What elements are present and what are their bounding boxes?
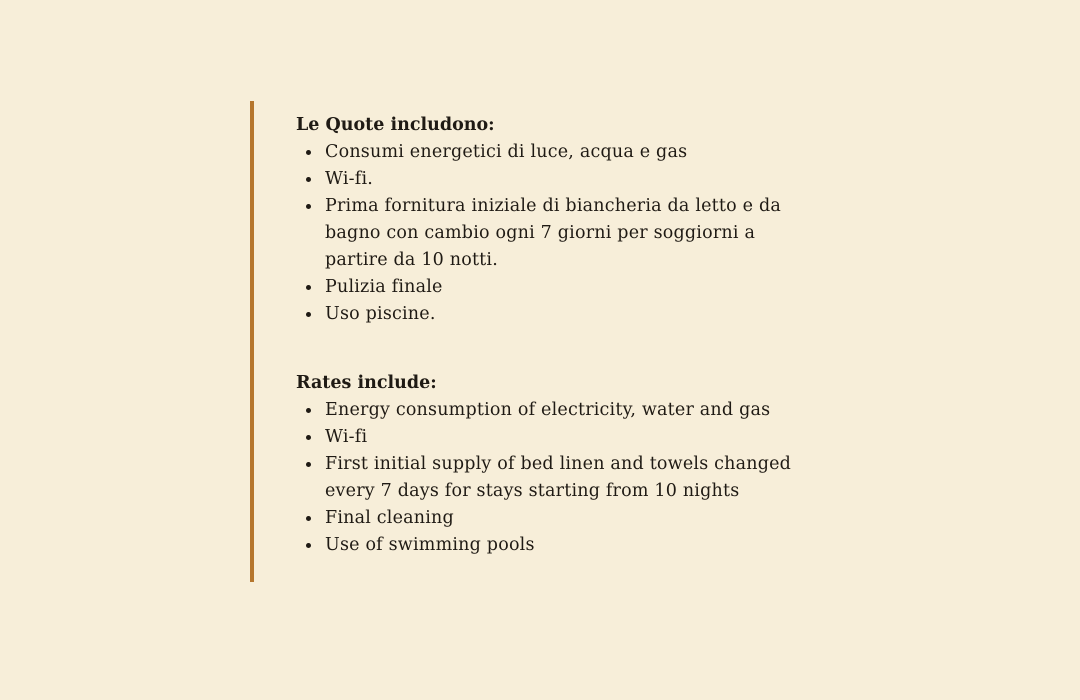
list-item: Wi-fi. xyxy=(296,166,796,193)
section-italian xyxy=(296,112,796,328)
rates-content xyxy=(296,112,796,559)
list-english xyxy=(296,397,796,559)
list-item: Prima fornitura iniziale di biancheria da letto e da bagno con cambio ogni 7 giorni per soggiorni a partire da 10 notti. xyxy=(296,193,796,274)
section-title-italian: Le Quote includono: xyxy=(296,115,495,135)
list-item: First initial supply of bed linen and towels changed every 7 days for stays starting from 10 nights xyxy=(296,451,796,505)
section-english xyxy=(296,370,796,559)
list-item: Wi-fi xyxy=(296,424,796,451)
list-item: Uso piscine. xyxy=(296,301,796,328)
list-italian xyxy=(296,139,796,328)
list-item: Consumi energetici di luce, acqua e gas xyxy=(296,139,796,166)
accent-bar xyxy=(250,101,254,582)
list-item: Pulizia finale xyxy=(296,274,796,301)
section-title-english: Rates include: xyxy=(296,373,437,393)
list-item: Final cleaning xyxy=(296,505,796,532)
list-item: Energy consumption of electricity, water and gas xyxy=(296,397,796,424)
list-item: Use of swimming pools xyxy=(296,532,796,559)
